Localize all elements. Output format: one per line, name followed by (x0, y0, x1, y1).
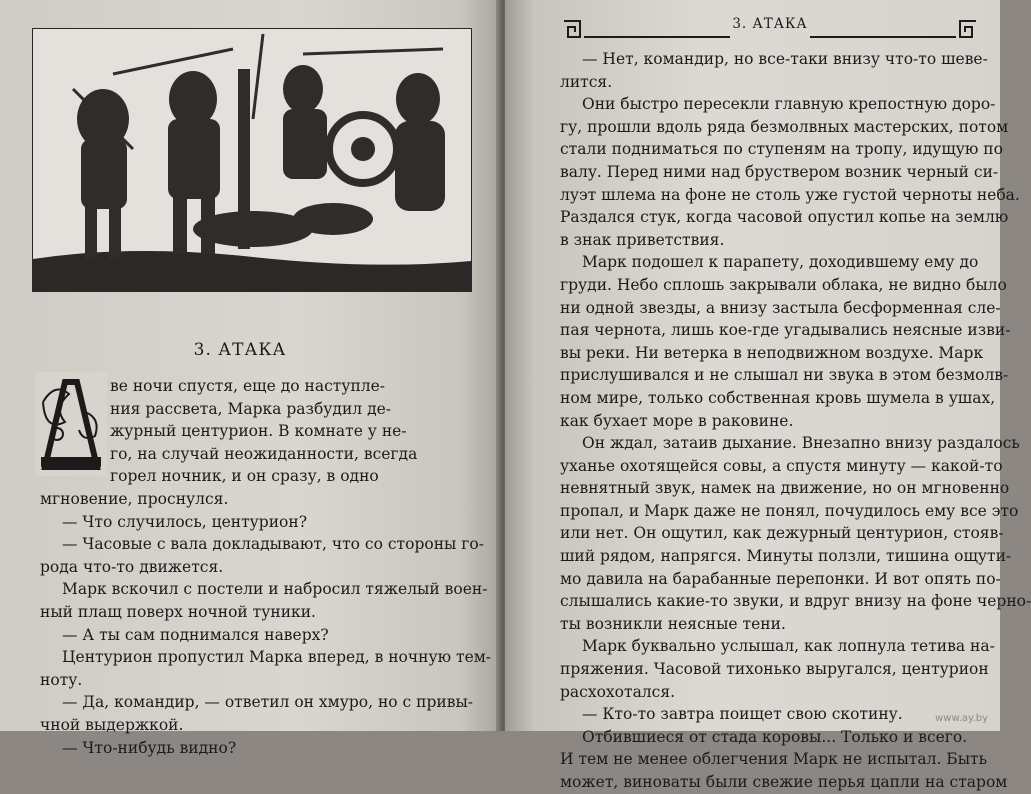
text-line: Они быстро пересекли главную крепостную доро- (582, 95, 996, 114)
text-line: мо давила на барабанные перепонки. И вот опять по- (560, 569, 1001, 588)
text-line: лится. (560, 72, 613, 91)
text-line: — Что-нибудь видно? (62, 738, 237, 757)
text-line: пропал, и Марк даже не понял, почудилось ему все это (560, 501, 1019, 520)
text-line: — Часовые с вала докладывают, что со стороны го- (62, 535, 484, 554)
text-line: Отбившиеся от стада коровы... Только и всего. (582, 727, 968, 746)
text-line: слышались какие-то звуки, и вдруг внизу на фоне черно- (560, 592, 1031, 611)
text-line: прислушивался и не слышал ни звука в этом безмолв- (560, 366, 1009, 385)
text-line: ты возникли неясные тени. (560, 614, 786, 633)
text-line: пряжения. Часовой тихонько выругался, центурион (560, 660, 989, 679)
text-line: уханье охотящейся совы, а спустя минуту — какой-то (560, 456, 1003, 475)
left-page (0, 0, 500, 757)
text-line: ший рядом, напрягся. Минуты ползли, тишина ощути- (560, 547, 1012, 566)
text-line: журный центурион. В комнате у не- (110, 422, 407, 441)
text-line: ния рассвета, Марка разбудил де- (110, 399, 392, 418)
text-line: луэт шлема на фоне не столь уже густой черноты неба. (560, 185, 1020, 204)
text-line: ве ночи спустя, еще до наступле- (110, 377, 386, 395)
battle-illustration (32, 28, 472, 292)
text-line: го, на случай неожиданности, всегда (110, 444, 418, 463)
right-page-text (560, 48, 1031, 794)
text-line: гу, прошли вдоль ряда безмолвных мастерских, потом (560, 117, 1009, 136)
text-line: мгновение, проснулся. (40, 489, 229, 508)
text-line: — Нет, командир, но все-таки внизу что-то шеве- (582, 50, 988, 68)
text-line: Марк подошел к парапету, доходившему ему до (582, 253, 979, 272)
text-line: Марк вскочил с постели и набросил тяжелый воен- (62, 580, 488, 599)
watermark: www.ay.by (935, 713, 988, 724)
text-line: Раздался стук, когда часовой опустил копье на землю (560, 208, 1009, 227)
text-line: как бухает море в раковине. (560, 411, 794, 430)
text-line: — Что случилось, центурион? (62, 512, 308, 531)
text-line: — Кто-то завтра поищет свою скотину. (582, 705, 903, 724)
text-line: в знак приветствия. (560, 230, 725, 249)
text-line: вы реки. Ни ветерка в неподвижном воздухе. Марк (560, 343, 984, 362)
text-line: расхохотался. (560, 682, 676, 701)
text-line: чной выдержкой. (40, 715, 184, 734)
text-line: Марк буквально услышал, как лопнула тетива на- (582, 637, 995, 656)
text-line: — А ты сам поднимался наверх? (62, 625, 329, 644)
text-line: Он ждал, затаив дыхание. Внезапно внизу раздалось (582, 434, 1020, 453)
text-line: рода что-то движется. (40, 557, 224, 576)
text-line: валу. Перед ними над брустверoм возник черный си- (560, 162, 999, 181)
text-line: пая чернота, лишь кое-где угадывались неясные изви- (560, 321, 1011, 340)
text-line: ный плащ поверх ночной туники. (40, 602, 316, 621)
text-line: ни одной звезды, а внизу застыла бесформенная сле- (560, 298, 1001, 317)
left-page-text (40, 375, 492, 759)
text-line: или нет. Он ощутил, как дежурный центурион, стояв- (560, 524, 1004, 543)
text-line: ном мире, только собственная кровь шумела в ушах, (560, 388, 996, 407)
text-line: груди. Небо сплошь закрывали облака, не видно было (560, 275, 1007, 294)
chapter-title: 3. АТАКА (193, 340, 287, 360)
text-line: может, виноваты были свежие перья цапли на старом (560, 773, 1008, 791)
text-line: невнятный звук, намек на движение, но он мгновенно (560, 479, 1010, 498)
text-line: — Да, командир, — ответил он хмуро, но с привы- (62, 693, 474, 712)
text-line: горел ночник, и он сразу, в одно (110, 467, 379, 486)
running-header-title: 3. АТАКА (732, 16, 808, 32)
text-line: Центурион пропустил Марка вперед, в ночную тем- (62, 648, 492, 667)
text-line: И тем не менее облегчения Марк не испытал. Быть (560, 750, 988, 769)
text-line: стали подниматься по ступеням на тропу, идущую по (560, 140, 1003, 159)
text-line: ноту. (40, 670, 83, 689)
